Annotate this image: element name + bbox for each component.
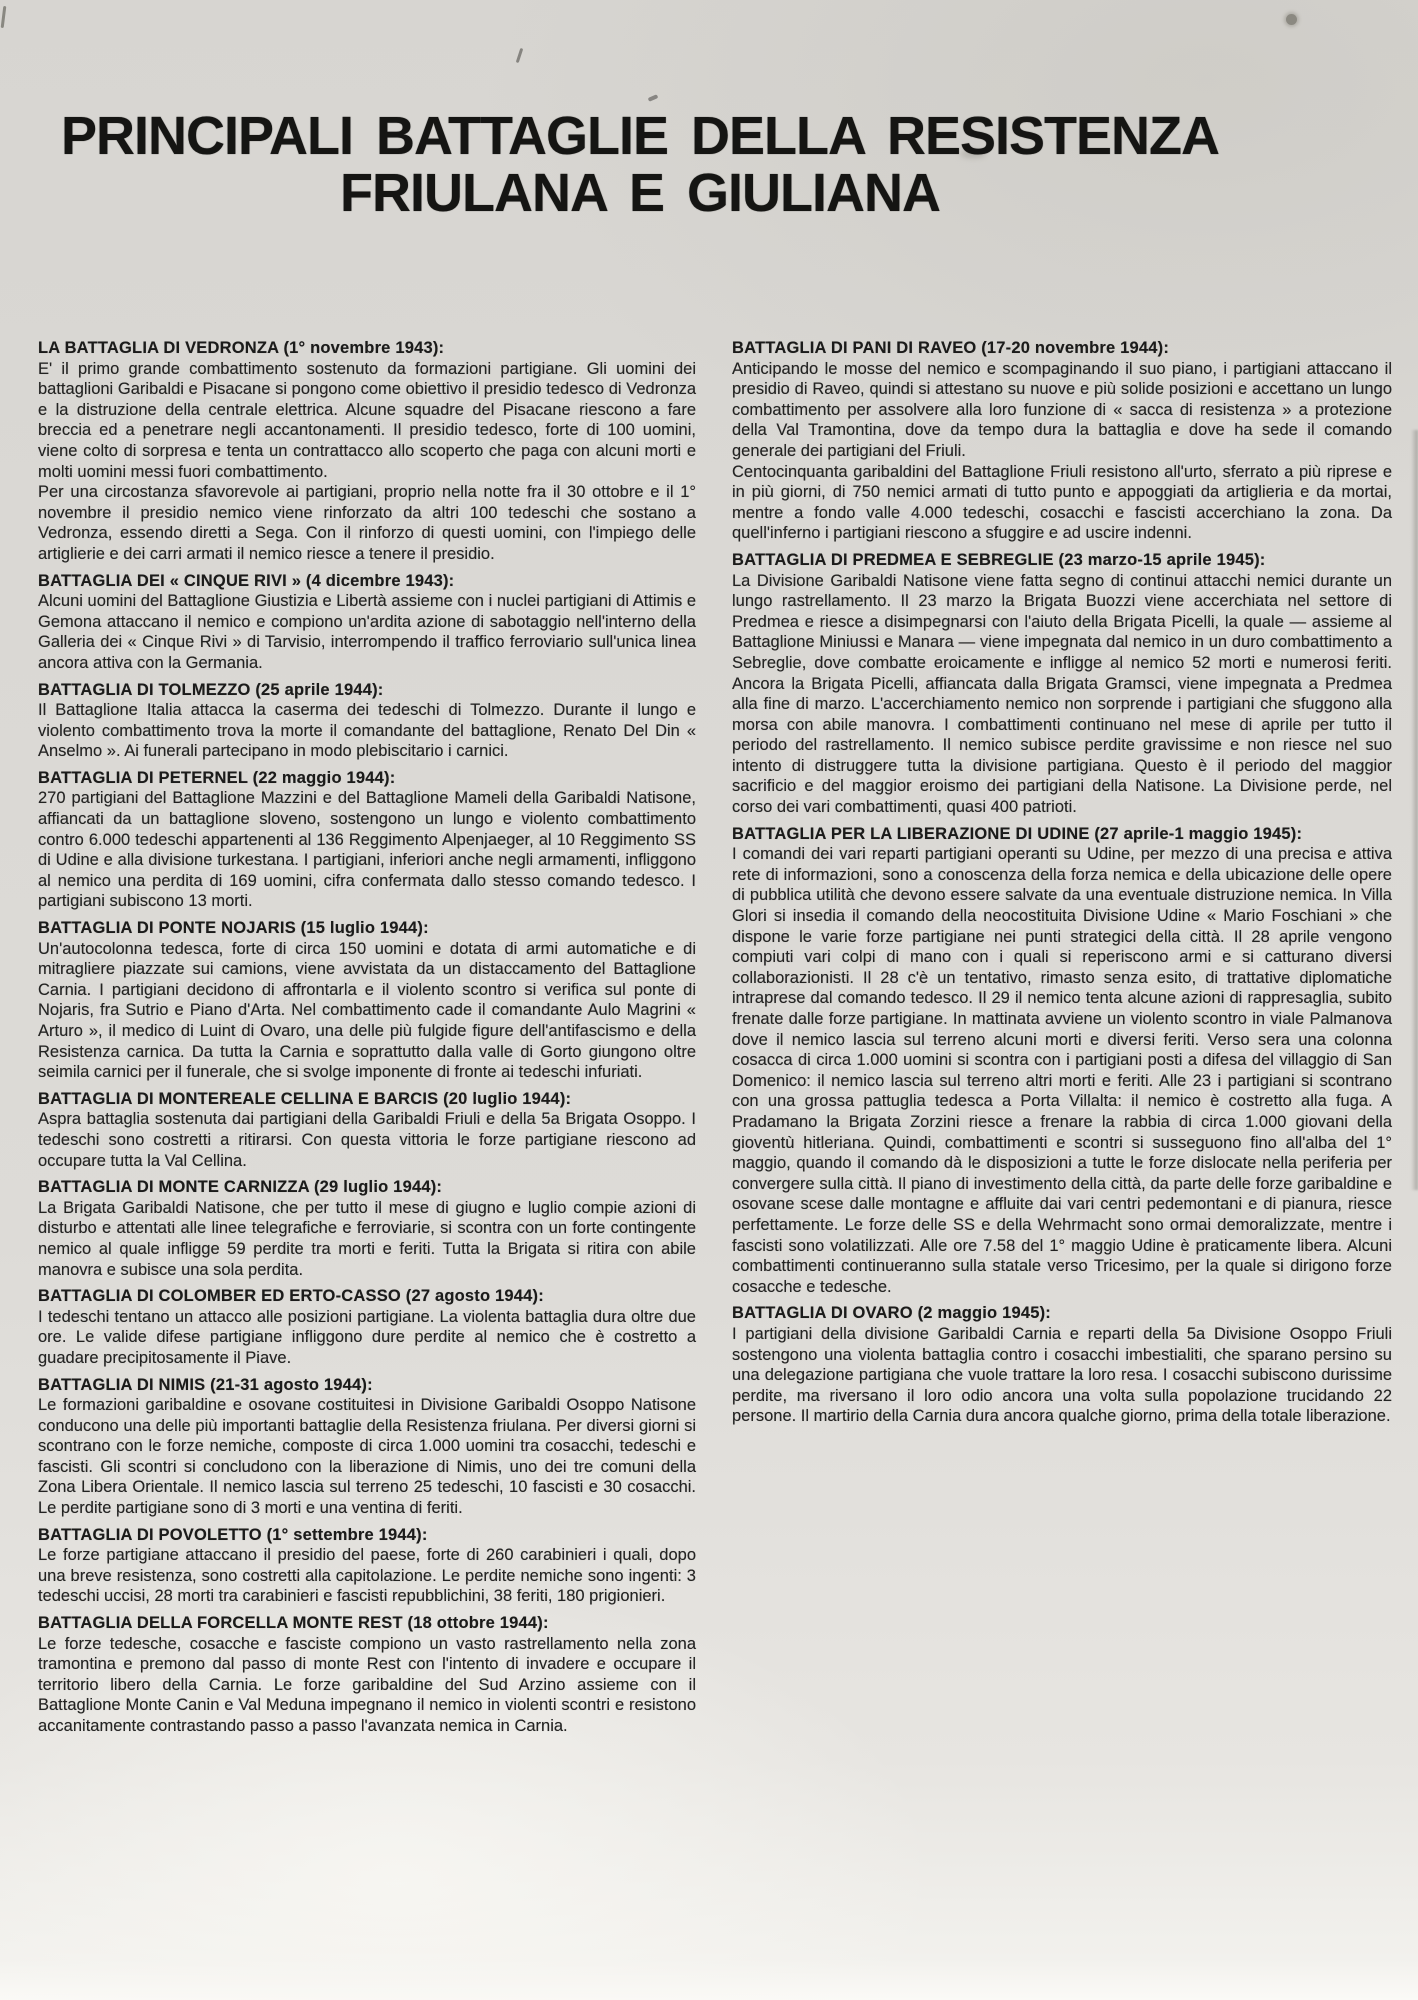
battle-section xyxy=(38,1375,696,1519)
corner-mark xyxy=(1,6,7,28)
battle-paragraph: Le forze tedesche, cosacche e fasciste compiono un vasto rastrellamento nella zona tramontina e premono dal passo di monte Rest con l'intento di invadere e occupare il territorio libero della Carnia. Le forze garibaldine del Sud Arzino assieme con il Battaglione Monte Canin e Val Meduna impegnano il nemico in violenti scontri e resistono accanitamente contrastando passo a passo l'avanzata nemica in Carnia. xyxy=(38,1634,696,1735)
battle-section xyxy=(38,918,696,1083)
battle-heading: BATTAGLIA DI PANI DI RAVEO (17-20 novembre 1944): xyxy=(732,339,1170,357)
battle-section xyxy=(732,1303,1392,1427)
battle-section xyxy=(38,1525,696,1607)
battle-section xyxy=(38,1089,696,1171)
battle-heading: BATTAGLIA DEI « CINQUE RIVI » (4 dicembre 1943): xyxy=(38,571,455,590)
battle-section xyxy=(38,338,696,565)
ink-spot xyxy=(1286,14,1297,25)
battle-paragraph: I partigiani della divisione Garibaldi Carnia e reparti della 5a Divisione Osoppo Friuli sostengono una violenta battaglia contro i cosacchi imbestialiti, che sparano persino su una delegazione partigiana che vuole trattare la loro resa. I cosacchi subiscono durissime perdite, ma riversano il loro odio ancora una volta sulla popolazione trucidando 22 persone. Il martirio della Carnia dura ancora qualche giorno, prima della totale liberazione. xyxy=(732,1324,1392,1426)
battle-paragraph: Le formazioni garibaldine e osovane costituitesi in Divisione Garibaldi Osoppo Natisone conducono una delle più importanti battaglie della Resistenza friulana. Per diversi giorni si scontrano con le forze nemiche, composte di circa 1.000 uomini tra cosacchi, tedeschi e fascisti. Gli scontri si concludono con la liberazione di Nimis, uno dei tre comuni della Zona Libera Orientale. Il nemico lascia sul terreno 25 tedeschi, 10 fascisti e 30 cosacchi. Le perdite partigiane sono di 3 morti e una ventina di feriti. xyxy=(38,1396,696,1518)
battle-section xyxy=(38,1177,696,1280)
battle-heading: BATTAGLIA PER LA LIBERAZIONE DI UDINE (27 aprile-1 maggio 1945): xyxy=(732,824,1303,843)
battle-heading: BATTAGLIA DI MONTE CARNIZZA (29 luglio 1944): xyxy=(38,1178,443,1197)
battle-paragraph: La Brigata Garibaldi Natisone, che per tutto il mese di giugno e luglio compie azioni di disturbo e attentati alle linee telegrafiche e ferroviarie, si scontra con un forte contingente nemico al quale infligge 59 perdite tra morti e feriti. Tutta la Brigata si ritira con abile manovra e subisce una sola perdita. xyxy=(38,1198,696,1279)
page-title xyxy=(10,108,1270,222)
battle-paragraph: Il Battaglione Italia attacca la caserma dei tedeschi di Tolmezzo. Durante il lungo e violento combattimento trova la morte il comandante del battaglione, Renato Del Din « Anselmo ». Ai funerali partecipano in modo plebiscitario i carnici. xyxy=(38,701,696,761)
battle-paragraph: Un'autocolonna tedesca, forte di circa 150 uomini e dotata di armi automatiche e di mitragliere piazzate sui camions, viene avvistata da un distaccamento del Battaglione Carnia. I partigiani decidono di affrontarla e il violento scontro si verifica sul ponte di Nojaris, fra Sutrio e Piano d'Arta. Nel combattimento cade il comandante Aulo Magrini « Arturo », il medico di Luint di Ovaro, una delle più fulgide figure dell'antifascismo e della Resistenza carnica. Da tutta la Carnia e soprattutto dalla valle di Gorto giungono oltre seimila carnici per il funerale, che si svolge imponente di fronte ai tedeschi infuriati. xyxy=(38,939,696,1082)
battle-section xyxy=(732,824,1392,1298)
battle-heading: BATTAGLIA DI TOLMEZZO (25 aprile 1944): xyxy=(38,680,384,699)
battle-paragraph: Le forze partigiane attaccano il presidio del paese, forte di 260 carabinieri i quali, dopo una breve resistenza, sono costretti alla capitolazione. Le perdite nemiche sono ingenti: 3 tedeschi uccisi, 28 morti tra carabinieri e fascisti repubblichini, 38 feriti, 180 prigionieri. xyxy=(38,1546,696,1606)
battle-section xyxy=(38,1613,696,1737)
battle-heading: BATTAGLIA DELLA FORCELLA MONTE REST (18 ottobre 1944): xyxy=(38,1614,549,1633)
battle-heading: BATTAGLIA DI PREDMEA E SEBREGLIE (23 marzo-15 aprile 1945): xyxy=(732,550,1266,569)
battle-paragraph: Alcuni uomini del Battaglione Giustizia e Libertà assieme con i nuclei partigiani di Attimis e Gemona attaccano il nemico e compiono un'ardita azione di sabotaggio nell'interno della Galleria dei « Cinque Rivi » di Tarvisio, interrompendo il traffico ferroviario sull'unica linea ancora attiva con la Germania. xyxy=(38,592,696,672)
battle-section xyxy=(38,1286,696,1368)
battle-paragraph: Centocinquanta garibaldini del Battaglione Friuli resistono all'urto, sferrato a più riprese e in più giorni, di 750 nemici armati di tutto punto e appoggiati da artiglieria e da mortai, mentre a fondo valle 4.000 tedeschi, cosacchi e fascisti accerchiano la zona. Da quell'inferno i partigiani riescono a sfuggire e ad uscire indenni. xyxy=(732,462,1392,543)
battle-heading: BATTAGLIA DI PONTE NOJARIS (15 luglio 1944): xyxy=(38,919,429,938)
page-title-line1: PRINCIPALI BATTAGLIE DELLA RESISTENZA xyxy=(61,106,1219,166)
battle-section xyxy=(38,571,696,674)
battle-section xyxy=(732,338,1392,544)
right-column xyxy=(732,338,1392,1427)
battle-paragraph: Per una circostanza sfavorevole ai partigiani, proprio nella notte fra il 30 ottobre e il 1° novembre il presidio nemico viene rinforzato da altri 100 tedeschi che sostano a Vedronza, essendo diretti a Sega. Con il rinforzo di questi uomini, con l'impiego delle artiglierie e dei carri armati il nemico riesce a tenere il presidio. xyxy=(38,483,696,563)
pen-mark xyxy=(516,48,523,63)
battle-heading: BATTAGLIA DI OVARO (2 maggio 1945): xyxy=(732,1304,1051,1323)
battle-heading: BATTAGLIA DI COLOMBER ED ERTO-CASSO (27 agosto 1944): xyxy=(38,1287,544,1306)
battle-heading: BATTAGLIA DI MONTEREALE CELLINA E BARCIS (20 luglio 1944): xyxy=(38,1089,572,1108)
battle-paragraph: Aspra battaglia sostenuta dai partigiani della Garibaldi Friuli e della 5a Brigata Osoppo. I tedeschi sono costretti a ritirarsi. Con questa vittoria le forze partigiane riescono ad occupare tutta la Val Cellina. xyxy=(38,1110,696,1170)
page-title-line2: FRIULANA E GIULIANA xyxy=(340,163,940,223)
battle-heading: BATTAGLIA DI NIMIS (21-31 agosto 1944): xyxy=(38,1375,373,1394)
battle-heading: LA BATTAGLIA DI VEDRONZA (1° novembre 1943): xyxy=(38,339,445,357)
battle-paragraph: I comandi dei vari reparti partigiani operanti su Udine, per mezzo di una precisa e attiva rete di informazioni, sono a conoscenza della forza nemica e della ubicazione delle opere di pubblica utilità che devono essere salvate da una eventuale distruzione nemica. In Villa Glori si insedia il comando della neocostituita Divisione Udine « Mario Foschiani » che dispone le varie forze partigiane nei punti strategici della città. Il 28 aprile vengono compiuti vari colpi di mano con i quali si reperiscono armi e si catturano diversi collaborazionisti. Il 28 c'è un tentativo, rimasto senza esito, di trattative diplomatiche intraprese dal comando tedesco. Il 29 il nemico tenta alcune azioni di rappresaglia, subito frenate dalle forze partigiane. In mattinata avviene un violento scontro in viale Palmanova dove il nemico lascia sul terreno alcuni morti e diversi feriti. Verso sera una colonna cosacca di circa 1.000 uomini si scontra con i partigiani posti a difesa del villaggio di San Domenico: il nemico lascia sul terreno altri morti e feriti. Alle 23 i partigiani si scontrano con una grossa pattuglia tedesca a Porta Villalta: il nemico è costretto alla fuga. A Pradamano la Brigata Zorzini riesce a frenare la rabbia di circa 1.000 giovani della gioventù hitleriana. Quindi, combattimenti e scontri si susseguono fino all'alba del 1° maggio, quando il comando dà le disposizioni a tutte le forze dislocate nella periferia per convergere sulla città. Il piano di investimento della città, da parte delle forze garibaldine e osovane scese dalle montagne e affluite dai vari centri pedemontani e di pianura, riesce perfettamente. Le forze delle SS e della Wehrmacht sono ormai demoralizzate, mentre i fascisti sono volatilizzati. Alle ore 7.58 del 1° maggio Udine è praticamente libera. Alcuni combattimenti continueranno sulla statale verso Tricesimo, per la quale si dirigono forze cosacche e tedesche. xyxy=(732,845,1392,1296)
battle-section xyxy=(38,768,696,912)
battle-paragraph: I tedeschi tentano un attacco alle posizioni partigiane. La violenta battaglia dura oltre due ore. Le valide difese partigiane infliggono dure perdite al nemico che è costretto a guadare precipitosamente il Piave. xyxy=(38,1307,696,1367)
battle-paragraph: E' il primo grande combattimento sostenuto da formazioni partigiane. Gli uomini dei battaglioni Garibaldi e Pisacane si pongono come obiettivo il presidio tedesco di Vedronza e la distruzione della centrale elettrica. Alcune squadre del Pisacane riescono a fare breccia ed a penetrare negli accantonamenti. Il presidio tedesco, forte di 100 uomini, viene colto di sorpresa e tenta un contrattacco allo scoperto che paga con alcuni morti e molti uomini messi fuori combattimento. xyxy=(38,359,696,481)
battle-paragraph: La Divisione Garibaldi Natisone viene fatta segno di continui attacchi nemici durante un lungo rastrellamento. Il 23 marzo la Brigata Buozzi viene accerchiata nel settore di Predmea e riesce a disimpegnarsi con l'aiuto della Brigata Picelli, la quale — assieme al Battaglione Miniussi e Manara — viene impegnata dal nemico in un duro combattimento a Sebreglie, dove combatte eroicamente e infligge al nemico 52 morti e numerosi feriti. Ancora la Brigata Picelli, affiancata dalla Brigata Gramsci, viene impegnata a Predmea alla fine di marzo. L'accerchiamento nemico non sorprende i partigiani che sfuggono alla morsa con abile manovra. I combattimenti continuano nel mese di aprile per tutto il periodo del rastrellamento. Il nemico subisce perdite gravissime e non riesce nel suo intento di distruggere tutta la divisione partigiana. Questo è il periodo del maggior sacrificio e del maggior eroismo dei partigiani della Natisone. La Divisione perde, nel corso dei vari combattimenti, quasi 400 patrioti. xyxy=(732,571,1392,817)
battle-section xyxy=(38,680,696,762)
battle-paragraph: Anticipando le mosse del nemico e scompaginando il suo piano, i partigiani attaccano il presidio di Raveo, quindi si attestano su nuove e più solide posizioni e accettano un lungo combattimento per assolvere alla loro funzione di « sacca di resistenza » a protezione della Val Tramontina, dove da tempo dura la battaglia e dove ha sede il comando generale dei partigiani del Friuli. xyxy=(732,359,1392,460)
battle-heading: BATTAGLIA DI POVOLETTO (1° settembre 1944): xyxy=(38,1525,428,1544)
left-column xyxy=(38,338,696,1737)
pen-mark xyxy=(648,94,659,102)
battle-section xyxy=(732,550,1392,818)
battle-paragraph: 270 partigiani del Battaglione Mazzini e del Battaglione Mameli della Garibaldi Natisone, affiancati da un battaglione sloveno, sostengono un lungo e violento combattimento contro 6.000 tedeschi appartenenti al 136 Reggimento Alpenjaeger, al 10 Reggimento SS di Udine e alla divisione turkestana. I partigiani, inferiori anche negli armamenti, infliggono al nemico una perdita di 169 uomini, cifra confermata dallo stesso comando tedesco. I partigiani subiscono 13 morti. xyxy=(38,789,696,911)
battle-heading: BATTAGLIA DI PETERNEL (22 maggio 1944): xyxy=(38,768,396,787)
photo-edge-shadow xyxy=(1411,430,1418,1190)
